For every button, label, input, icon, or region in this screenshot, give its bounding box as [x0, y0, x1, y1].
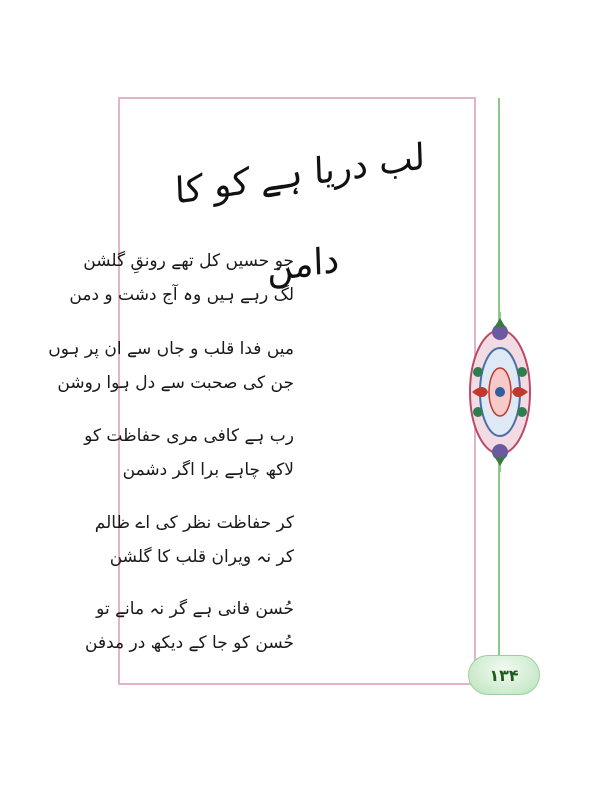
stanza-5 [85, 598, 294, 666]
page-number: ۱۳۴ [489, 665, 519, 685]
floral-medallion-icon [464, 312, 536, 472]
verse-line: رب ہے کافی مری حفاظت کو [84, 426, 294, 446]
verse-line: جن کی صحبت سے دل ہوا روشن [57, 373, 294, 393]
poem-title: لب دریا ہے کو کا دامن [174, 136, 426, 291]
stanza-2 [48, 338, 294, 406]
stanza-4 [95, 512, 294, 580]
verse-line: حُسن فانی ہے گر نہ مانے تو [96, 599, 294, 619]
verse-line: لگ رہے ہیں وہ آج دشت و دمن [69, 285, 294, 305]
verse-line: کر نہ ویران قلب کا گلشن [109, 547, 294, 567]
verse-line: لاکھ چاہے برا اگر دشمن [122, 460, 294, 480]
stanza-3 [84, 425, 294, 493]
verse-line: کر حفاظت نظر کی اے ظالم [94, 513, 294, 533]
verse-line: جو حسیں کل تھے رونقِ گلشن [83, 251, 294, 271]
verse-line: حُسن کو جا کے دیکھ در مدفن [85, 633, 294, 653]
stanza-1 [69, 250, 294, 318]
page-number-badge [468, 655, 540, 695]
verse-line: میں فدا قلب و جاں سے ان پر ہوں [48, 339, 294, 359]
